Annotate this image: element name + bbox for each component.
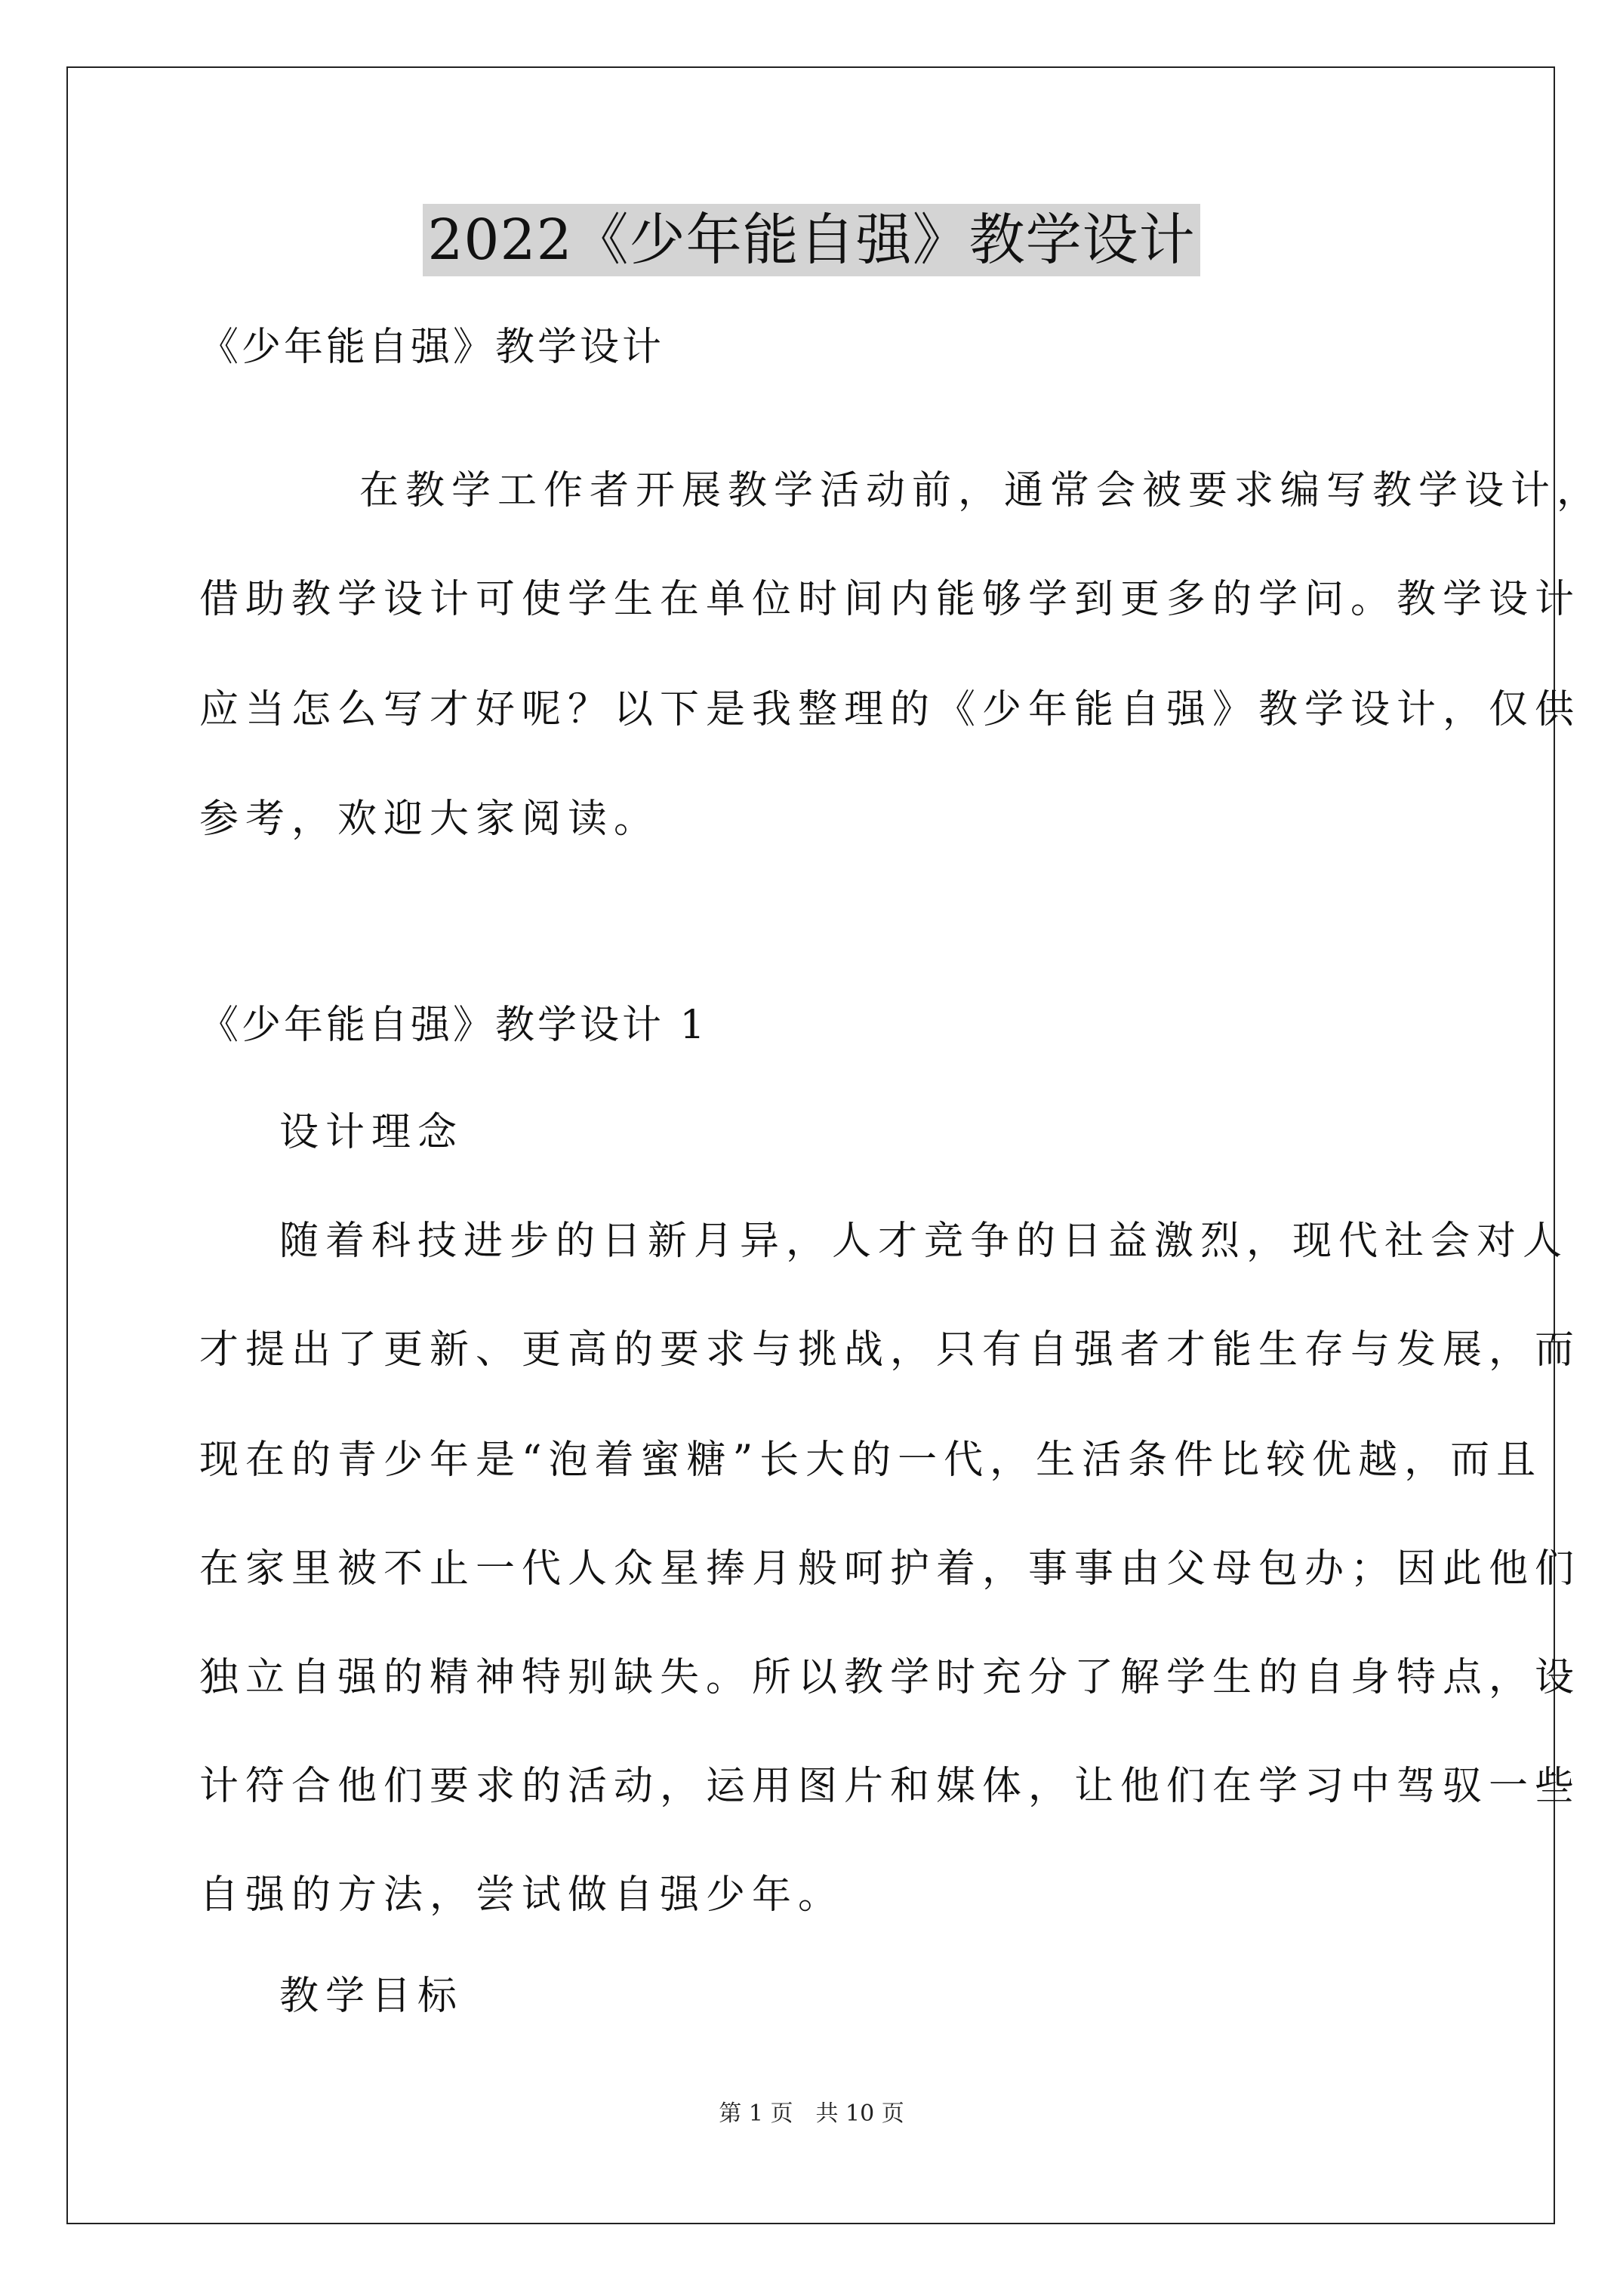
section1-heading: 《少年能自强》教学设计 1: [199, 1003, 708, 1048]
concept-heading: 设计理念: [279, 1110, 464, 1155]
goal-heading: 教学目标: [279, 1974, 464, 2019]
intro-line-4: 参考，欢迎大家阅读。: [199, 797, 661, 842]
concept-line-1: 随着科技进步的日新月异，人才竞争的日益激烈，现代社会对人: [279, 1219, 1569, 1264]
title-container: [0, 204, 1623, 276]
intro-heading: 《少年能自强》教学设计: [199, 325, 665, 370]
concept-line-5: 独立自强的精神特别缺失。所以教学时充分了解学生的自身特点，设: [199, 1655, 1581, 1700]
intro-line-3: 应当怎么写才好呢？以下是我整理的《少年能自强》教学设计，仅供: [199, 687, 1581, 732]
concept-line-4: 在家里被不止一代人众星捧月般呵护着，事事由父母包办；因此他们: [199, 1546, 1581, 1592]
intro-line-2: 借助教学设计可使学生在单位时间内能够学到更多的学问。教学设计: [199, 577, 1581, 622]
concept-line-3: 现在的青少年是“泡着蜜糖”长大的一代，生活条件比较优越，而且: [199, 1438, 1543, 1483]
concept-line-7: 自强的方法，尝试做自强少年。: [199, 1872, 845, 1918]
document-title: 2022《少年能自强》教学设计: [423, 204, 1200, 276]
page-number-footer: 第 1 页 共 10 页: [719, 2100, 904, 2127]
intro-line-1: 在教学工作者开展教学活动前，通常会被要求编写教学设计，: [359, 468, 1603, 513]
concept-line-6: 计符合他们要求的活动，运用图片和媒体，让他们在学习中驾驭一些: [199, 1764, 1581, 1809]
concept-line-2: 才提出了更新、更高的要求与挑战，只有自强者才能生存与发展，而: [199, 1327, 1581, 1373]
